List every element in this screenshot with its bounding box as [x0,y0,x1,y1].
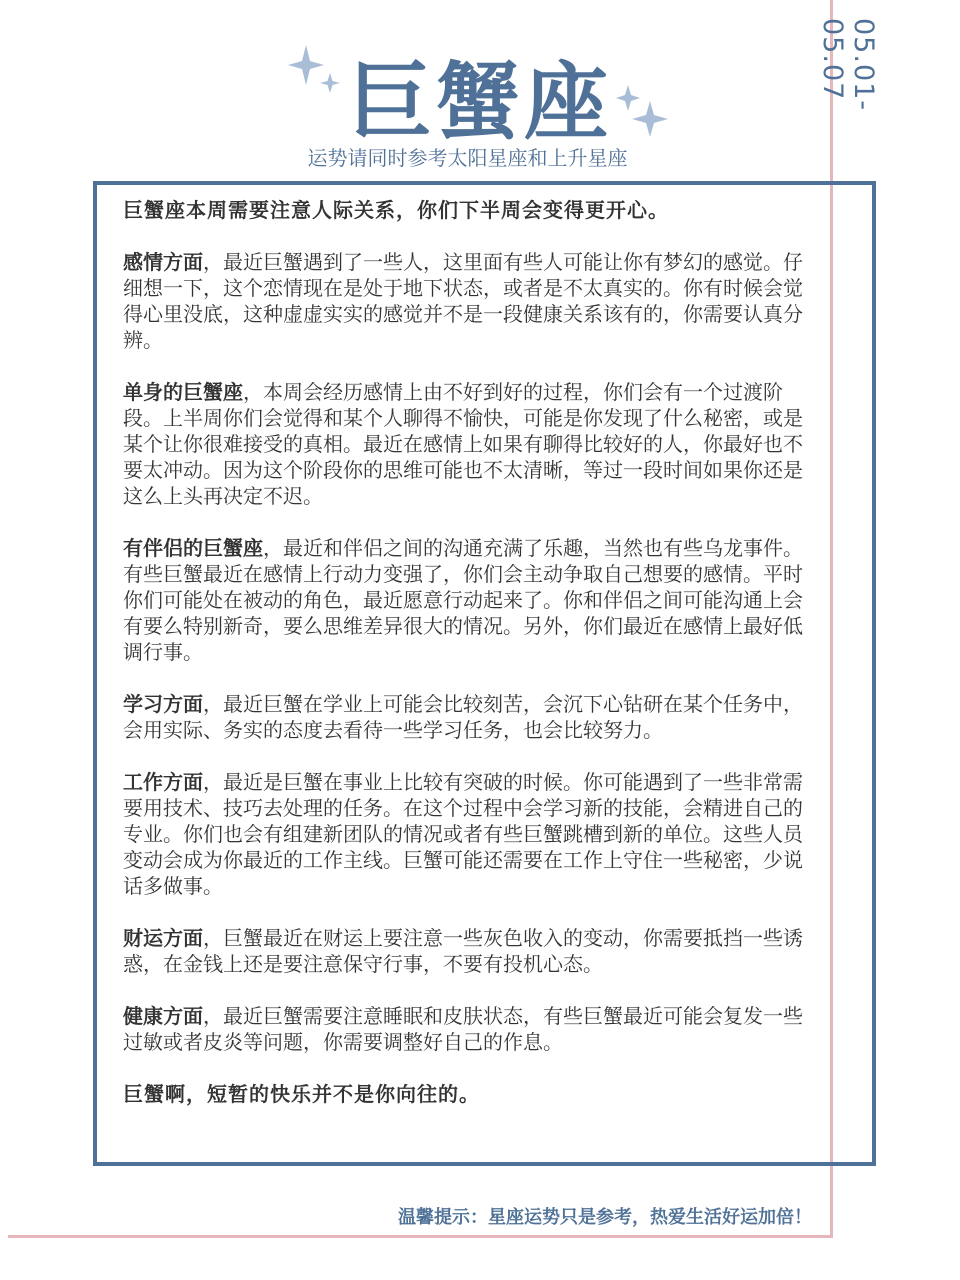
subtitle: 运势请同时参考太阳星座和上升星座 [307,146,628,170]
paragraph-body: ，最近和伴侣之间的沟通充满了乐趣，当然也有些乌龙事件。有些巨蟹最近在感情上行动力变强了，你们会主动争取自己想要的感情。平时你们可能处在被动的角色，最近愿意行动起来了。你和伴侣之间可能沟通上会有要么特别新奇，要么思维差异很大的情况。另外，你们最近在感情上最好低调行事。 [123,536,803,664]
paragraph-body: ，最近是巨蟹在事业上比较有突破的时候。你可能遇到了一些非常需要用技术、技巧去处理的任务。在这个过程中会学习新的技能，会精进自己的专业。你们也会有组建新团队的情况或者有些巨蟹跳槽到新的单位。这些人员变动会成为你最近的工作主线。巨蟹可能还需要在工作上守住一些秘密，少说话多做事。 [123,770,803,898]
title-area [280,25,680,151]
paragraph-body: ，本周会经历感情上由不好到好的过程，你们会有一个过渡阶段。上半周你们会觉得和某个人聊得不愉快，可能是你发现了什么秘密，或是某个让你很难接受的真相。最近在感情上如果有聊得比较好的人，你最好也不要太冲动。因为这个阶段你的思维可能也不太清晰，等过一段时间如果你还是这么上头再决定不迟。 [123,380,803,508]
paragraph-study [123,691,818,743]
pink-horizontal-line [8,1235,833,1238]
paragraph-health [123,1003,818,1055]
paragraph-body: ，最近巨蟹需要注意睡眠和皮肤状态，有些巨蟹最近可能会复发一些过敏或者皮炎等问题，你需要调整好自己的作息。 [123,1004,803,1054]
paragraph-heading: 财运方面 [123,926,203,950]
paragraph-heading: 感情方面 [123,250,203,274]
paragraph-work [123,769,818,899]
paragraph-heading: 健康方面 [123,1004,203,1028]
paragraph-body: ，最近巨蟹在学业上可能会比较刻苦，会沉下心钻研在某个任务中，会用实际、务实的态度去看待一些学习任务，也会比较努力。 [123,692,803,742]
paragraph-heading: 有伴侣的巨蟹座 [123,536,263,560]
paragraph-love [123,249,818,353]
lead-paragraph: 巨蟹座本周需要注意人际关系，你们下半周会变得更开心。 [123,198,669,222]
paragraph-heading: 工作方面 [123,770,203,794]
paragraph-body: ，巨蟹最近在财运上要注意一些灰色收入的变动，你需要抵挡一些诱惑，在金钱上还是要注意保守行事，不要有投机心态。 [123,926,803,976]
closing-paragraph: 巨蟹啊，短暂的快乐并不是你向往的。 [123,1082,480,1106]
content-box [93,181,876,1166]
paragraph-body: ，最近巨蟹遇到了一些人，这里面有些人可能让你有梦幻的感觉。仔细想一下，这个恋情现在是处于地下状态，或者是不太真实的。你有时候会觉得心里没底，这种虚虚实实的感觉并不是一段健康关系该有的，你需要认真分辨。 [123,250,803,352]
paragraph-heading: 学习方面 [123,692,203,716]
sparkle-icon [614,83,674,143]
paragraph-partnered [123,535,818,665]
paragraph-wealth [123,925,818,977]
footer-tip: 温馨提示：星座运势只是参考，热爱生活好运加倍！ [398,1207,812,1228]
date-range: 05.01-05.07 [817,18,879,112]
paragraph-single [123,379,818,509]
paragraph-heading: 单身的巨蟹座 [123,380,243,404]
page-title: 巨蟹座 [347,53,612,151]
content-text [123,197,818,1133]
